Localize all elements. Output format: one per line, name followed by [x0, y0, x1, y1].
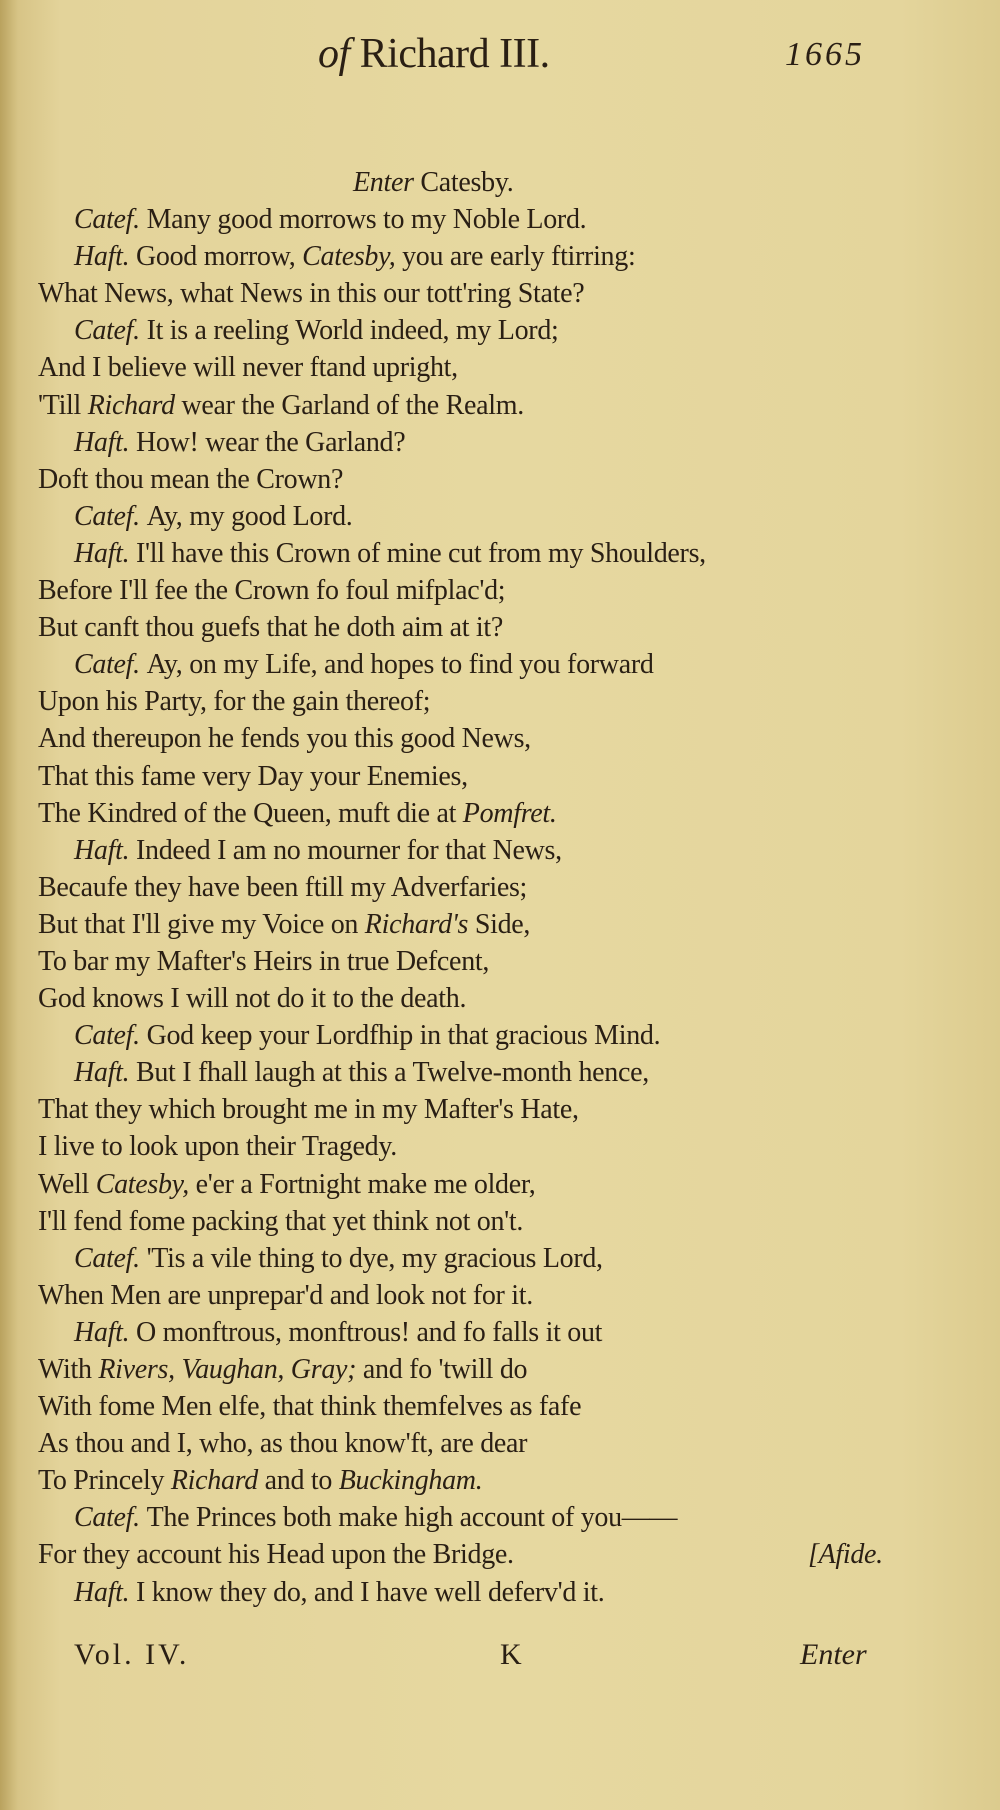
line-text: As thou and I, who, as thou know'ft, are dear: [38, 1428, 528, 1460]
speaker-name: Catef.: [74, 204, 147, 236]
line-text: That they which brought me in my Mafter's Hate,: [38, 1094, 579, 1126]
line-text: Richard: [87, 389, 175, 421]
line-text: I know they do, and I have well deferv'd it.: [135, 1576, 605, 1608]
speaker-name: Catef.: [74, 315, 147, 347]
line-text: But that I'll give my Voice on: [38, 908, 365, 940]
line-text: wear the Garland of the Realm.: [174, 389, 524, 421]
line-text: 'Tis a vile thing to dye, my gracious Lord,: [146, 1242, 603, 1274]
line-text: God knows I will not do it to the death.: [38, 983, 467, 1015]
text-line: [38, 1128, 918, 1165]
speaker-name: Haft.: [74, 537, 136, 569]
text-line: [38, 1462, 918, 1499]
line-text: Doft thou mean the Crown?: [38, 463, 344, 495]
speaker-name: Haft.: [74, 1316, 136, 1348]
speaker-name: Catef.: [74, 1242, 147, 1274]
text-line: [38, 758, 918, 795]
volume-label: Vol. IV.: [74, 1638, 190, 1671]
text-line: [38, 312, 918, 349]
text-line: [38, 609, 918, 646]
speaker-name: Haft.: [74, 241, 136, 273]
line-text: And thereupon he fends you this good News,: [38, 723, 531, 755]
text-line: [38, 535, 918, 572]
text-line: [38, 1091, 918, 1128]
text-line: [38, 720, 918, 757]
line-text: The Princes both make high account of you——: [146, 1502, 678, 1534]
line-text: Richard's: [364, 908, 469, 940]
line-text: That this fame very Day your Enemies,: [38, 760, 468, 792]
text-line: [38, 1203, 918, 1240]
line-text: When Men are unprepar'd and look not for it.: [38, 1279, 533, 1311]
line-text: Upon his Party, for the gain thereof;: [38, 686, 431, 718]
line-text: And I believe will never ftand upright,: [38, 352, 458, 384]
text-line: [38, 1499, 918, 1536]
line-text: O monftrous, monftrous! and fo falls it out: [135, 1316, 603, 1348]
title-text: Richard III.: [359, 31, 550, 77]
text-line: [38, 461, 918, 498]
line-text: Rivers, Vaughan, Gray;: [98, 1354, 357, 1385]
text-line: [38, 1314, 918, 1351]
text-line: [38, 201, 918, 238]
line-text: With: [38, 1354, 99, 1385]
stage-direction: [38, 164, 918, 201]
line-text: Catesby.: [420, 167, 514, 198]
speaker-name: Catef.: [74, 1502, 147, 1534]
speaker-name: Catef.: [74, 1020, 147, 1052]
line-text: Ay, on my Life, and hopes to find you forward: [146, 649, 654, 681]
line-text: Buckingham.: [338, 1465, 483, 1497]
text-line: [38, 980, 918, 1017]
text-line: [38, 1388, 918, 1425]
line-text: I live to look upon their Tragedy.: [38, 1131, 397, 1163]
speaker-name: Haft.: [74, 1576, 136, 1608]
speaker-name: Haft.: [74, 834, 136, 866]
line-text: What News, what News in this our tott'ring State?: [38, 278, 585, 310]
text-line: [38, 943, 918, 980]
catchword: Enter: [800, 1638, 867, 1671]
line-text: To Princely: [38, 1465, 171, 1497]
line-text: I'll have this Crown of mine cut from my Shoulders,: [135, 537, 706, 569]
line-text: Many good morrows to my Noble Lord.: [146, 204, 587, 236]
line-text: Side,: [468, 908, 531, 940]
text-line: [38, 275, 918, 312]
text-line: [38, 424, 918, 461]
speaker-name: Haft.: [74, 1057, 136, 1089]
page-number: 1665: [785, 36, 865, 73]
text-line: [38, 498, 918, 535]
line-text: But canft thou guefs that he doth aim at it?: [38, 612, 504, 644]
line-text: Catesby,: [95, 1168, 189, 1200]
speaker-name: Haft.: [74, 426, 136, 458]
line-text: Good morrow,: [135, 241, 303, 273]
play-text: [38, 164, 918, 1611]
line-text: The Kindred of the Queen, muft die at: [38, 797, 463, 829]
line-text: 'Till: [38, 389, 88, 421]
line-text: Richard: [170, 1465, 258, 1497]
text-line: [38, 1017, 918, 1054]
text-line: [38, 1166, 918, 1203]
line-text: and to: [257, 1465, 339, 1497]
line-text: Well: [38, 1168, 96, 1200]
page-footer: [0, 1638, 1000, 1688]
speaker-name: Catef.: [74, 649, 147, 681]
text-line: [38, 572, 918, 609]
text-line: [38, 1240, 918, 1277]
line-text: Pomfret.: [462, 797, 557, 829]
text-line: [38, 683, 918, 720]
line-text: you are early ftirring:: [395, 241, 636, 273]
text-line: [38, 1574, 918, 1611]
line-text: God keep your Lordfhip in that gracious Mind.: [146, 1020, 661, 1052]
line-text: e'er a Fortnight make me older,: [188, 1168, 536, 1200]
line-text: Ay, my good Lord.: [146, 500, 353, 532]
aside-direction: [Afide.: [808, 1539, 883, 1571]
line-text: How! wear the Garland?: [135, 426, 406, 458]
text-line: [38, 238, 918, 275]
line-text: Enter: [353, 167, 421, 198]
signature-mark: K: [500, 1638, 522, 1671]
line-text: and fo 'twill do: [356, 1354, 528, 1385]
line-text: But I fhall laugh at this a Twelve-month hence,: [135, 1057, 649, 1089]
line-text: Before I'll fee the Crown fo foul mifplac'd;: [38, 575, 506, 607]
text-line: [38, 906, 918, 943]
line-text: For they account his Head upon the Bridge.: [38, 1539, 514, 1571]
text-line: [38, 349, 918, 386]
text-line: [38, 1277, 918, 1314]
running-title: [318, 30, 550, 78]
text-line: [38, 387, 918, 424]
line-text: To bar my Mafter's Heirs in true Defcent,: [38, 945, 490, 977]
line-text: Indeed I am no mourner for that News,: [135, 834, 562, 866]
text-line: [38, 1054, 918, 1091]
text-line: [38, 1536, 918, 1573]
text-line: [38, 795, 918, 832]
line-text: Becaufe they have been ftill my Adverfaries;: [38, 871, 528, 903]
text-line: [38, 1425, 918, 1462]
line-text: With fome Men elfe, that think themfelves as fafe: [38, 1391, 582, 1423]
title-prefix: of: [318, 31, 350, 77]
line-text: It is a reeling World indeed, my Lord;: [146, 315, 559, 347]
line-text: I'll fend fome packing that yet think not on't.: [38, 1205, 524, 1237]
text-line: [38, 869, 918, 906]
speaker-name: Catef.: [74, 500, 147, 532]
text-line: [38, 832, 918, 869]
text-line: [38, 646, 918, 683]
line-text: Catesby,: [302, 241, 396, 273]
text-line: [38, 1351, 918, 1388]
running-head: [0, 28, 1000, 88]
